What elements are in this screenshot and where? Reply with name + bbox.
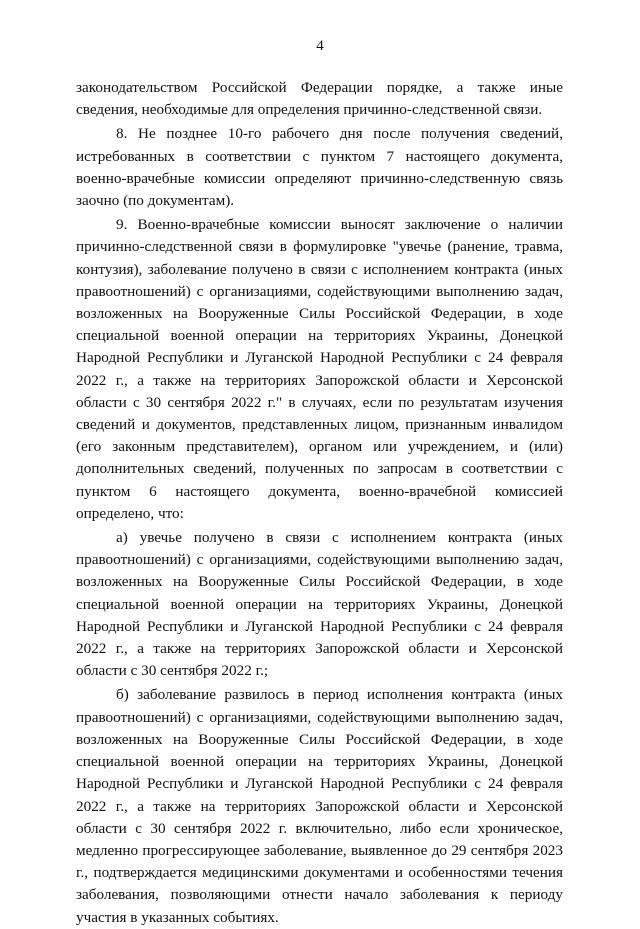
document-body xyxy=(76,77,563,929)
paragraph-subitem-a: а) увечье получено в связи с исполнением контракта (иных правоотношений) с организациями, содействующими выполнению задач, возложенных на Вооруженные Силы Российской Федерации, в ходе специальной военной операции на территориях Украины, Донецкой Народной Республики и Луганской Народной Республики с 24 февраля 2022 г., а также на территориях Запорожской области и Херсонской области с 30 сентября 2022 г.; xyxy=(76,529,563,680)
paragraph-item-9: 9. Военно-врачебные комиссии выносят заключение о наличии причинно-следственной связи в формулировке "увечье (ранение, травма, контузия), заболевание получено в связи с исполнением контракта (иных правоотношений) с организациями, содействующими выполнению задач, возложенных на Вооруженные Силы Российской Федерации, в ходе специальной военной операции на территориях Украины, Донецкой Народной Республики и Луганской Народной Республики с 24 февраля 2022 г., а также на территориях Запорожской области и Херсонской области с 30 сентября 2022 г." в случаях, если по результатам изучения сведений и документов, представленных лицом, признанным инвалидом (его законным представителем), органом или учреждением, и (или) дополнительных сведений, полученных по запросам в соответствии с пунктом 6 настоящего документа, военно-врачебной комиссией определено, что: xyxy=(76,216,563,522)
paragraph-subitem-b: б) заболевание развилось в период исполнения контракта (иных правоотношений) с организациями, содействующими выполнению задач, возложенных на Вооруженные Силы Российской Федерации, в ходе специальной военной операции на территориях Украины, Донецкой Народной Республики и Луганской Народной Республики с 24 февраля 2022 г., а также на территориях Запорожской области и Херсонской области с 30 сентября 2022 г. включительно, либо если хроническое, медленно прогрессирующее заболевание, выявленное до 29 сентября 2023 г., подтверждается медицинскими документами и особенностями течения заболевания, позволяющими отнести начало заболевания к периоду участия в указанных событиях. xyxy=(76,686,563,926)
paragraph-item-8: 8. Не позднее 10-го рабочего дня после получения сведений, истребованных в соответствии с пунктом 7 настоящего документа, военно-врачебные комиссии определяют причинно-следственную связь заочно (по документам). xyxy=(76,125,563,210)
page-number: 4 xyxy=(316,38,324,54)
paragraph-continuation: законодательством Российской Федерации порядке, а также иные сведения, необходимые для определения причинно-следственной связи. xyxy=(76,79,563,119)
